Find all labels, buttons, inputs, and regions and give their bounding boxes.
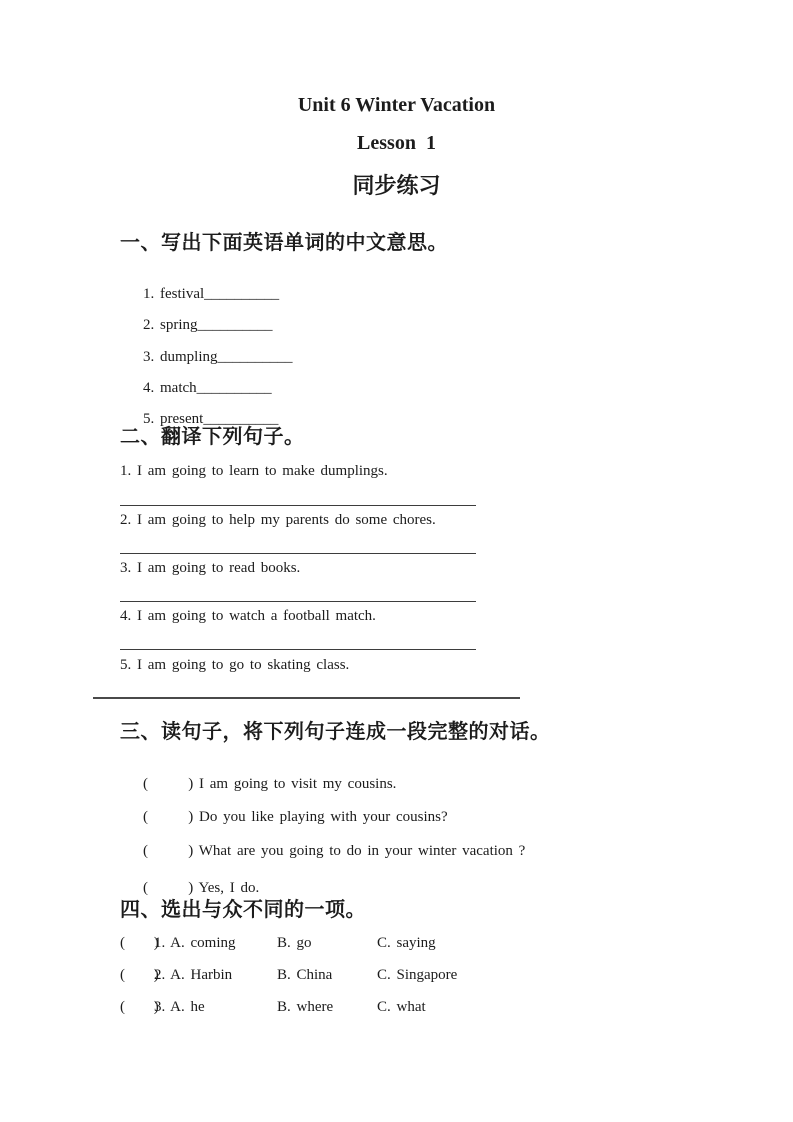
dialogue-text: What are you going to do in your winter vacation ?: [193, 843, 526, 859]
section-translate-heading: 二、翻译下列句子。: [120, 426, 305, 448]
translate-sentence: 5. I am going to go to skating class.: [120, 657, 350, 673]
choose-row: [120, 967, 457, 984]
section-dialogue-heading: 三、读句子，将下列句子连成一段完整的对话。: [120, 721, 551, 743]
word-answer-blank: __________: [196, 380, 272, 396]
order-blank-parens: ( ): [143, 809, 194, 825]
dialogue-text: Yes, I do.: [193, 880, 260, 896]
section-words-heading: 一、写出下面英语单词的中文意思。: [120, 232, 448, 254]
answer-line: [120, 601, 476, 602]
word-label: 2. spring: [143, 317, 198, 333]
option-b: B. where: [277, 999, 334, 1015]
order-blank-parens: ( ): [143, 880, 194, 896]
word-answer-blank: __________: [197, 317, 273, 333]
order-blank-parens: ( ): [143, 843, 194, 859]
word-answer-blank: __________: [203, 411, 279, 427]
word-label: 5. present: [143, 411, 204, 427]
option-b: B. go: [277, 935, 312, 951]
word-label: 1. festival: [143, 286, 205, 302]
answer-line: [120, 553, 476, 554]
dialogue-text: Do you like playing with your cousins?: [193, 809, 448, 825]
section-choose-heading: 四、选出与众不同的一项。: [120, 899, 366, 921]
lesson-title: Lesson 1: [357, 132, 436, 154]
answer-blank-parens: ( ): [120, 967, 159, 983]
order-blank-parens: ( ): [143, 776, 194, 792]
option-c: C. what: [377, 999, 426, 1015]
dialogue-text: I am going to visit my cousins.: [193, 776, 397, 792]
option-c: C. Singapore: [377, 967, 458, 983]
choose-row: [120, 935, 436, 952]
word-label: 3. dumpling: [143, 349, 218, 365]
option-a: 1. A. coming: [154, 935, 236, 951]
answer-line: [120, 505, 476, 506]
option-b: B. China: [277, 967, 333, 983]
choose-row: [120, 999, 426, 1016]
translate-sentence: 1. I am going to learn to make dumplings.: [120, 463, 388, 479]
option-a: 3. A. he: [154, 999, 205, 1015]
answer-line: [93, 697, 520, 699]
unit-title: Unit 6 Winter Vacation: [297, 94, 496, 116]
translate-sentence: 4. I am going to watch a football match.: [120, 608, 376, 624]
translate-sentence: 3. I am going to read books.: [120, 560, 301, 576]
word-answer-blank: __________: [204, 286, 280, 302]
option-c: C. saying: [377, 935, 436, 951]
answer-line: [120, 649, 476, 650]
answer-blank-parens: ( ): [120, 999, 159, 1015]
word-label: 4. match: [143, 380, 197, 396]
translate-sentence: 2. I am going to help my parents do some chores.: [120, 512, 436, 528]
word-answer-blank: __________: [217, 349, 293, 365]
option-a: 2. A. Harbin: [154, 967, 233, 983]
worksheet-subtitle: 同步练习: [352, 173, 441, 198]
answer-blank-parens: ( ): [120, 935, 159, 951]
